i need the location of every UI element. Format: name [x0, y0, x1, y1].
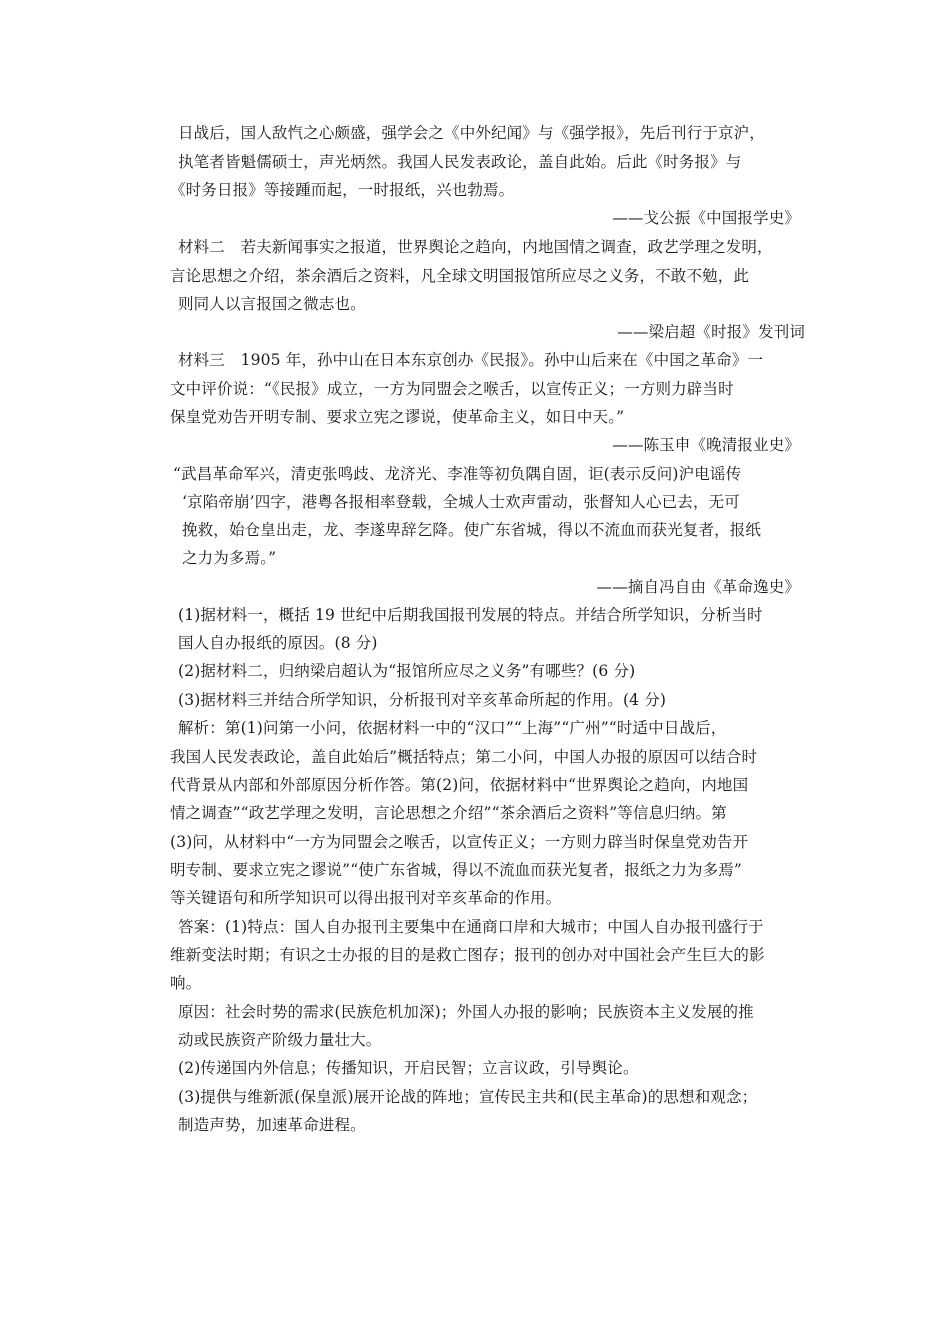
question-1: (1)据材料一，概括 19 世纪中后期我国报刊发展的特点。并结合所学知识，分析当时 — [178, 606, 763, 624]
text-line: 等关键语句和所学知识可以得出报刊对辛亥革命的作用。 — [170, 889, 562, 907]
text-line: 国人自办报纸的原因。(8 分) — [178, 634, 378, 652]
question-2: (2)据材料二，归纳梁启超认为“报馆所应尽之义务”有哪些？(6 分) — [178, 662, 636, 680]
text-line: 制造声势，加速革命进程。 — [178, 1116, 366, 1134]
text-line: 代背景从内部和外部原因分析作答。第(2)问，依据材料中“世界舆论之趋向，内地国 — [170, 776, 749, 794]
text-line: (3)提供与维新派(保皇派)展开论战的阵地；宣传民主共和(民主革命)的思想和观念； — [178, 1088, 758, 1106]
text-line: 言论思想之介绍，茶余酒后之资料，凡全球文明国报馆所应尽之义务，不敢不勉，此 — [170, 267, 750, 285]
text-line: 保皇党劝告开明专制、要求立宪之谬说，使革命主义，如日中天。” — [170, 408, 625, 426]
source-citation: ——梁启超《时报》发刊词 — [617, 323, 805, 341]
answer-text: 答案：(1)特点：国人自办报刊主要集中在通商口岸和大城市；中国人自办报刊盛行于 — [178, 918, 764, 936]
source-citation: ——陈玉申《晚清报业史》 — [612, 436, 800, 454]
text-line: 我国人民发表政论，盖自此始后”概括特点；第二小问，中国人办报的原因可以结合时 — [170, 748, 758, 766]
text-line: (3)问，从材料中“一方为同盟会之喉舌，以宣传正义；一方则力辟当时保皇党劝告开 — [170, 833, 749, 851]
text-line: (2)传递国内外信息；传播知识，开启民智；立言议政，引导舆论。 — [178, 1059, 639, 1077]
text-line: 文中评价说：“《民报》成立，一方为同盟会之喉舌，以宣传正义；一方则力辟当时 — [170, 380, 734, 398]
text-line: 情之调查”“政艺学理之发明，言论思想之介绍”“茶余酒后之资料”等信息归纳。第 — [170, 804, 727, 822]
text-line: 动或民族资产阶级力量壮大。 — [178, 1031, 382, 1049]
source-citation: ——戈公振《中国报学史》 — [612, 209, 800, 227]
text-line: 响。 — [170, 974, 202, 992]
text-line: 日战后，国人敌忾之心颇盛，强学会之《中外纪闻》与《强学报》，先后刊行于京沪， — [178, 124, 765, 142]
text-line: 材料二 若夫新闻事实之报道，世界舆论之趋向，内地国情之调查，政艺学理之发明， — [178, 238, 773, 256]
text-line: 则同人以言报国之微志也。 — [178, 295, 366, 313]
text-line: 挽救，始仓皇出走，龙、李遂卑辞乞降。使广东省城，得以不流血而获光复者，报纸 — [182, 521, 762, 539]
source-citation: ——摘自冯自由《革命逸史》 — [596, 578, 800, 596]
text-line: 执笔者皆魁儒硕士，声光炳然。我国人民发表政论，盖自此始。后此《时务报》与 — [178, 153, 742, 171]
text-line: 之力为多焉。” — [182, 549, 277, 567]
text-line: 维新变法时期；有识之士办报的目的是救亡图存；报刊的创办对中国社会产生巨大的影 — [170, 946, 765, 964]
text-line: 材料三 1905 年，孙中山在日本东京创办《民报》。孙中山后来在《中国之革命》一 — [178, 351, 764, 369]
text-line: ‘京陷帝崩’四字，港粤各报相率登载，全城人士欢声雷动，张督知人心已去，无可 — [182, 493, 740, 511]
question-3: (3)据材料三并结合所学知识，分析报刊对辛亥革命所起的作用。(4 分) — [178, 691, 667, 709]
text-line: 《时务日报》等接踵而起，一时报纸，兴也勃焉。 — [170, 181, 515, 199]
text-line: 原因：社会时势的需求(民族危机加深)；外国人办报的影响；民族资本主义发展的推 — [178, 1003, 754, 1021]
analysis-text: 解析：第(1)问第一小问，依据材料一中的“汉口”“上海”“广州”“时适中日战后， — [178, 719, 727, 737]
text-line: 明专制、要求立宪之谬说”“使广东省城，得以不流血而获光复者，报纸之力为多焉” — [170, 861, 742, 879]
text-line: “武昌革命军兴，清吏张鸣歧、龙济光、李准等初负隅自固，讵(表示反问)沪电谣传 — [173, 465, 742, 483]
